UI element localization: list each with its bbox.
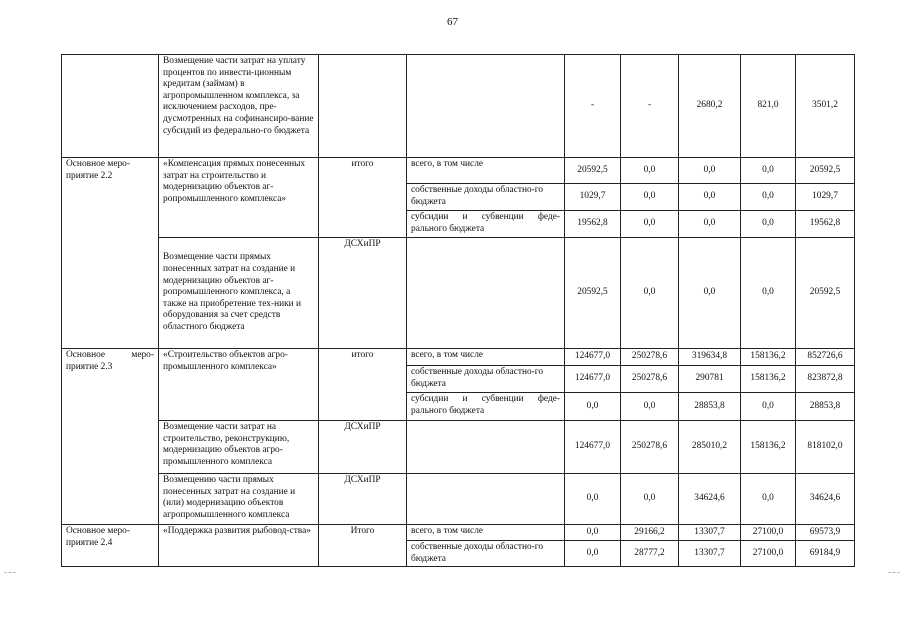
cell-value: 27100,0 xyxy=(741,541,796,567)
cell-executor xyxy=(319,55,407,158)
cell-value: 250278,6 xyxy=(621,349,679,366)
cell-value: 290781 xyxy=(679,366,741,393)
cell-description: Возмещение части затрат на строительство, реконструкцию, модернизацию объектов агро-промышленного комплекса xyxy=(159,421,319,474)
cell-executor: ДСХиПР xyxy=(319,238,407,349)
table-row xyxy=(62,525,855,541)
cell-event: Основное меро-приятие 2.4 xyxy=(62,525,159,567)
cell-value: 20592,5 xyxy=(565,158,621,184)
table-row xyxy=(62,474,855,525)
cell-source xyxy=(407,238,565,349)
cell-value: 1029,7 xyxy=(796,184,855,211)
cell-value: 0,0 xyxy=(741,184,796,211)
cell-value: 34624,6 xyxy=(796,474,855,525)
cell-source: субсидии и субвенции феде-рального бюджета xyxy=(407,211,565,238)
cell-value: 852726,6 xyxy=(796,349,855,366)
cell-source: собственные доходы областно-го бюджета xyxy=(407,366,565,393)
cell-value: 0,0 xyxy=(565,525,621,541)
page-number: 67 xyxy=(447,16,458,28)
cell-value: 2680,2 xyxy=(679,55,741,158)
cell-value: 20592,5 xyxy=(565,238,621,349)
cell-value: 285010,2 xyxy=(679,421,741,474)
cell-executor: Итого xyxy=(319,525,407,567)
cell-source xyxy=(407,55,565,158)
cell-value: 124677,0 xyxy=(565,421,621,474)
cell-value: 0,0 xyxy=(741,393,796,421)
cell-value: 0,0 xyxy=(741,238,796,349)
cell-value: - xyxy=(621,55,679,158)
cell-executor: ДСХиПР xyxy=(319,421,407,474)
cell-value: 27100,0 xyxy=(741,525,796,541)
cell-value: 319634,8 xyxy=(679,349,741,366)
cell-source: субсидии и субвенции феде-рального бюджета xyxy=(407,393,565,421)
cell-value: 0,0 xyxy=(621,238,679,349)
cell-source: всего, в том числе xyxy=(407,349,565,366)
cell-description: Возмещение части затрат на уплату процентов по инвести-ционным кредитам (займам) в агропромышленном комплекса, за исключением расходов, пре-дусмотренных на софинансиро-вание субсидий из федерально-го бюджета xyxy=(159,55,319,158)
cell-description: «Компенсация прямых понесенных затрат на строительство и модернизацию объектов аг-ропромышленного комплекса» xyxy=(159,158,319,238)
cell-value: 0,0 xyxy=(621,393,679,421)
cell-value: 0,0 xyxy=(565,541,621,567)
cell-value: 0,0 xyxy=(565,393,621,421)
cell-value: 0,0 xyxy=(679,184,741,211)
cell-description: «Поддержка развития рыбовод-ства» xyxy=(159,525,319,567)
cell-value: 158136,2 xyxy=(741,349,796,366)
cell-value: 250278,6 xyxy=(621,366,679,393)
cell-value: 0,0 xyxy=(679,211,741,238)
cell-value: 821,0 xyxy=(741,55,796,158)
cell-executor: итого xyxy=(319,349,407,421)
cell-executor: итого xyxy=(319,158,407,238)
cell-value: 3501,2 xyxy=(796,55,855,158)
cell-value: 29166,2 xyxy=(621,525,679,541)
cell-value: 0,0 xyxy=(565,474,621,525)
table-row xyxy=(62,238,855,349)
cell-value: 250278,6 xyxy=(621,421,679,474)
cell-value: 0,0 xyxy=(741,158,796,184)
cell-value: 0,0 xyxy=(741,474,796,525)
cell-value: 158136,2 xyxy=(741,421,796,474)
cell-description: «Строительство объектов агро-промышленного комплекса» xyxy=(159,349,319,421)
cell-value: 0,0 xyxy=(621,474,679,525)
scan-mark-right xyxy=(888,572,900,574)
cell-source: всего, в том числе xyxy=(407,158,565,184)
cell-value: 69184,9 xyxy=(796,541,855,567)
cell-value: 20592,5 xyxy=(796,238,855,349)
cell-executor: ДСХиПР xyxy=(319,474,407,525)
cell-source: всего, в том числе xyxy=(407,525,565,541)
table-row xyxy=(62,55,855,158)
cell-value: 0,0 xyxy=(741,211,796,238)
cell-value: 158136,2 xyxy=(741,366,796,393)
table-row xyxy=(62,349,855,366)
cell-value: 0,0 xyxy=(621,184,679,211)
cell-description: Возмещение части прямых понесенных затрат на создание и модернизацию объектов аг-ропромышленного комплекса, а также на приобретение тех-ники и оборудования за счет средств областного бюджета xyxy=(159,238,319,349)
cell-source: собственные доходы областно-го бюджета xyxy=(407,541,565,567)
cell-value: 20592,5 xyxy=(796,158,855,184)
cell-value: 124677,0 xyxy=(565,366,621,393)
cell-event: Основное меро-приятие 2.3 xyxy=(62,349,159,525)
cell-source: собственные доходы областно-го бюджета xyxy=(407,184,565,211)
cell-value: 28853,8 xyxy=(796,393,855,421)
cell-source xyxy=(407,421,565,474)
cell-value: 13307,7 xyxy=(679,525,741,541)
table-row xyxy=(62,421,855,474)
cell-description: Возмещению части прямых понесенных затрат на создание и (или) модернизацию объектов агропромышленного комплекса xyxy=(159,474,319,525)
cell-value: 0,0 xyxy=(679,238,741,349)
budget-table xyxy=(61,54,855,567)
cell-value: 19562,8 xyxy=(565,211,621,238)
cell-value: 0,0 xyxy=(621,158,679,184)
cell-value: 28853,8 xyxy=(679,393,741,421)
cell-value: 0,0 xyxy=(621,211,679,238)
table-row xyxy=(62,158,855,184)
cell-source xyxy=(407,474,565,525)
cell-event: Основное меро-приятие 2.2 xyxy=(62,158,159,349)
cell-value: 28777,2 xyxy=(621,541,679,567)
cell-value: 1029,7 xyxy=(565,184,621,211)
cell-value: 19562,8 xyxy=(796,211,855,238)
cell-value: 13307,7 xyxy=(679,541,741,567)
scan-mark-left xyxy=(4,572,16,574)
cell-value: 124677,0 xyxy=(565,349,621,366)
cell-value: 69573,9 xyxy=(796,525,855,541)
cell-value: 34624,6 xyxy=(679,474,741,525)
cell-value: 823872,8 xyxy=(796,366,855,393)
cell-value: 818102,0 xyxy=(796,421,855,474)
cell-value: 0,0 xyxy=(679,158,741,184)
cell-value: - xyxy=(565,55,621,158)
cell-event xyxy=(62,55,159,158)
